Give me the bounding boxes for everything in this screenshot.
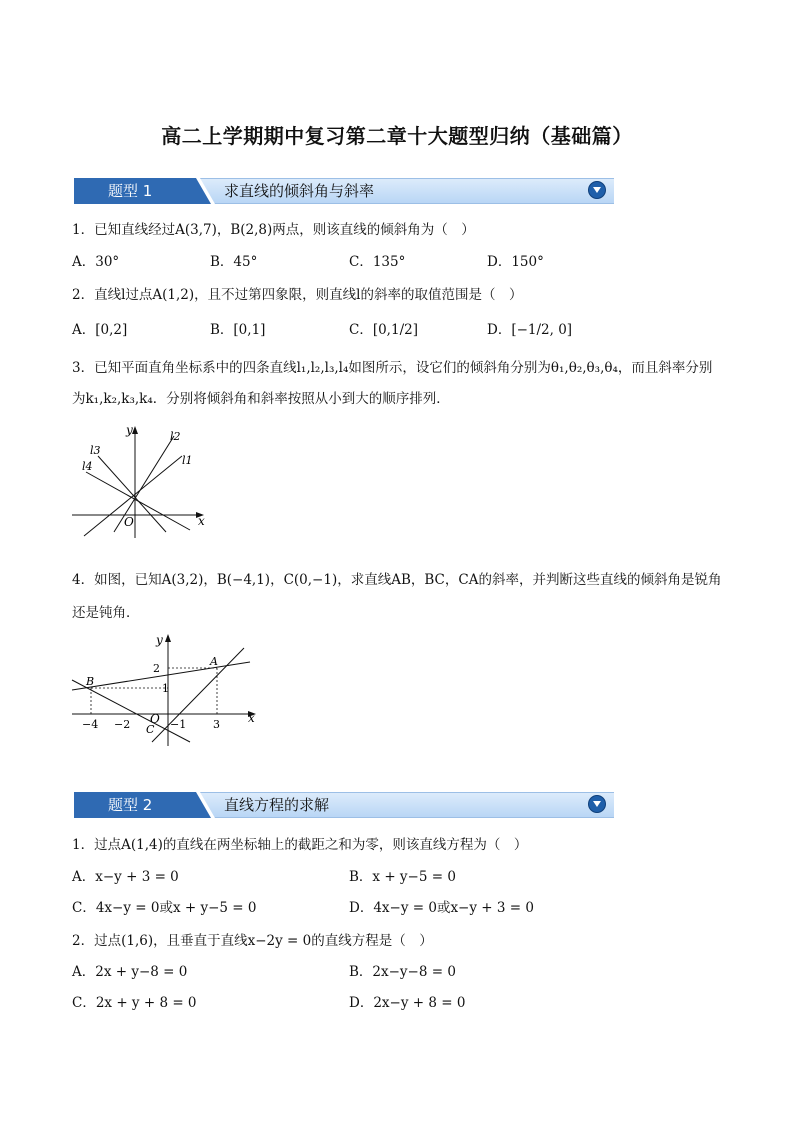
- tick-minus2: −2: [114, 718, 131, 731]
- question-2-2: 2．过点(1,6)，且垂直于直线x−2y = 0的直线方程是（ ）: [72, 933, 433, 949]
- figure-triangle-abc: [68, 630, 268, 750]
- section-banner-1: [74, 178, 614, 204]
- option-b[interactable]: B．[0,1]: [210, 322, 266, 338]
- option-b[interactable]: B．2x−y−8 = 0: [349, 964, 456, 980]
- section-topic: 直线方程的求解: [224, 796, 330, 814]
- question-1-1: 1．已知直线经过A(3,7)，B(2,8)两点，则该直线的倾斜角为（ ）: [72, 222, 475, 238]
- section-banner-2: [74, 792, 614, 818]
- tick-1: 1: [162, 682, 169, 695]
- option-a[interactable]: A．[0,2]: [72, 322, 128, 338]
- question-1-4-line2: 还是钝角．: [72, 605, 140, 621]
- question-2-1: 1．过点A(1,4)的直线在两坐标轴上的截距之和为零，则该直线方程为（ ）: [72, 837, 528, 853]
- tick-3: 3: [213, 718, 220, 731]
- question-1-3-line2: 为k₁,k₂,k₃,k₄．分别将倾斜角和斜率按照从小到大的顺序排列．: [72, 391, 450, 407]
- tick-2: 2: [153, 662, 160, 675]
- label-l4: l4: [82, 460, 93, 473]
- section-tag: 题型 1: [74, 178, 198, 204]
- collapse-down-icon[interactable]: [588, 181, 606, 199]
- tick-minus1: −1: [170, 718, 187, 731]
- label-l3: l3: [90, 444, 101, 457]
- line-ab: [72, 662, 250, 690]
- page-title: 高二上学期期中复习第二章十大题型归纳（基础篇）: [161, 124, 633, 148]
- y-axis-arrow: [165, 634, 171, 642]
- option-d[interactable]: D．2x−y + 8 = 0: [349, 995, 466, 1011]
- section-tag: 题型 2: [74, 792, 198, 818]
- label-l2: l2: [170, 430, 181, 443]
- label-origin: O: [124, 515, 134, 529]
- label-x: x: [198, 514, 205, 528]
- label-a: A: [210, 655, 218, 668]
- option-c[interactable]: C．2x + y + 8 = 0: [72, 995, 197, 1011]
- label-b: B: [86, 675, 95, 688]
- option-b[interactable]: B．45°: [210, 254, 258, 270]
- question-1-4-line1: 4．如图，已知A(3,2)，B(−4,1)，C(0,−1)，求直线AB，BC，CA的斜率，并判断这些直线的倾斜角是锐角: [72, 572, 722, 588]
- y-axis-arrow: [132, 426, 138, 434]
- section-topic: 求直线的倾斜角与斜率: [224, 182, 375, 200]
- label-y: y: [126, 423, 133, 437]
- label-origin: O: [150, 712, 160, 726]
- option-b[interactable]: B．x + y−5 = 0: [349, 869, 456, 885]
- line-bc: [72, 680, 190, 742]
- option-d[interactable]: D．4x−y = 0或x−y + 3 = 0: [349, 900, 534, 916]
- collapse-down-icon[interactable]: [588, 795, 606, 813]
- label-l1: l1: [182, 454, 193, 467]
- option-a[interactable]: A．30°: [72, 254, 120, 270]
- question-1-2: 2．直线l过点A(1,2)，且不过第四象限，则直线l的斜率的取值范围是（ ）: [72, 287, 523, 303]
- label-c: C: [146, 723, 155, 736]
- option-c[interactable]: C．[0,1/2]: [349, 322, 418, 338]
- label-x: x: [248, 711, 255, 725]
- question-1-3-line1: 3．已知平面直角坐标系中的四条直线l₁,l₂,l₃,l₄如图所示，设它们的倾斜角分别为θ₁,θ₂,θ₃,θ₄，而且斜率分别: [72, 360, 713, 376]
- figure-four-lines: [70, 420, 220, 540]
- tick-minus4: −4: [82, 718, 99, 731]
- option-d[interactable]: D．[−1/2, 0]: [487, 322, 573, 338]
- option-c[interactable]: C．135°: [349, 254, 406, 270]
- option-a[interactable]: A．2x + y−8 = 0: [72, 964, 188, 980]
- option-c[interactable]: C．4x−y = 0或x + y−5 = 0: [72, 900, 257, 916]
- label-y: y: [156, 633, 163, 647]
- line-ca: [152, 648, 244, 742]
- option-d[interactable]: D．150°: [487, 254, 544, 270]
- option-a[interactable]: A．x−y + 3 = 0: [72, 869, 179, 885]
